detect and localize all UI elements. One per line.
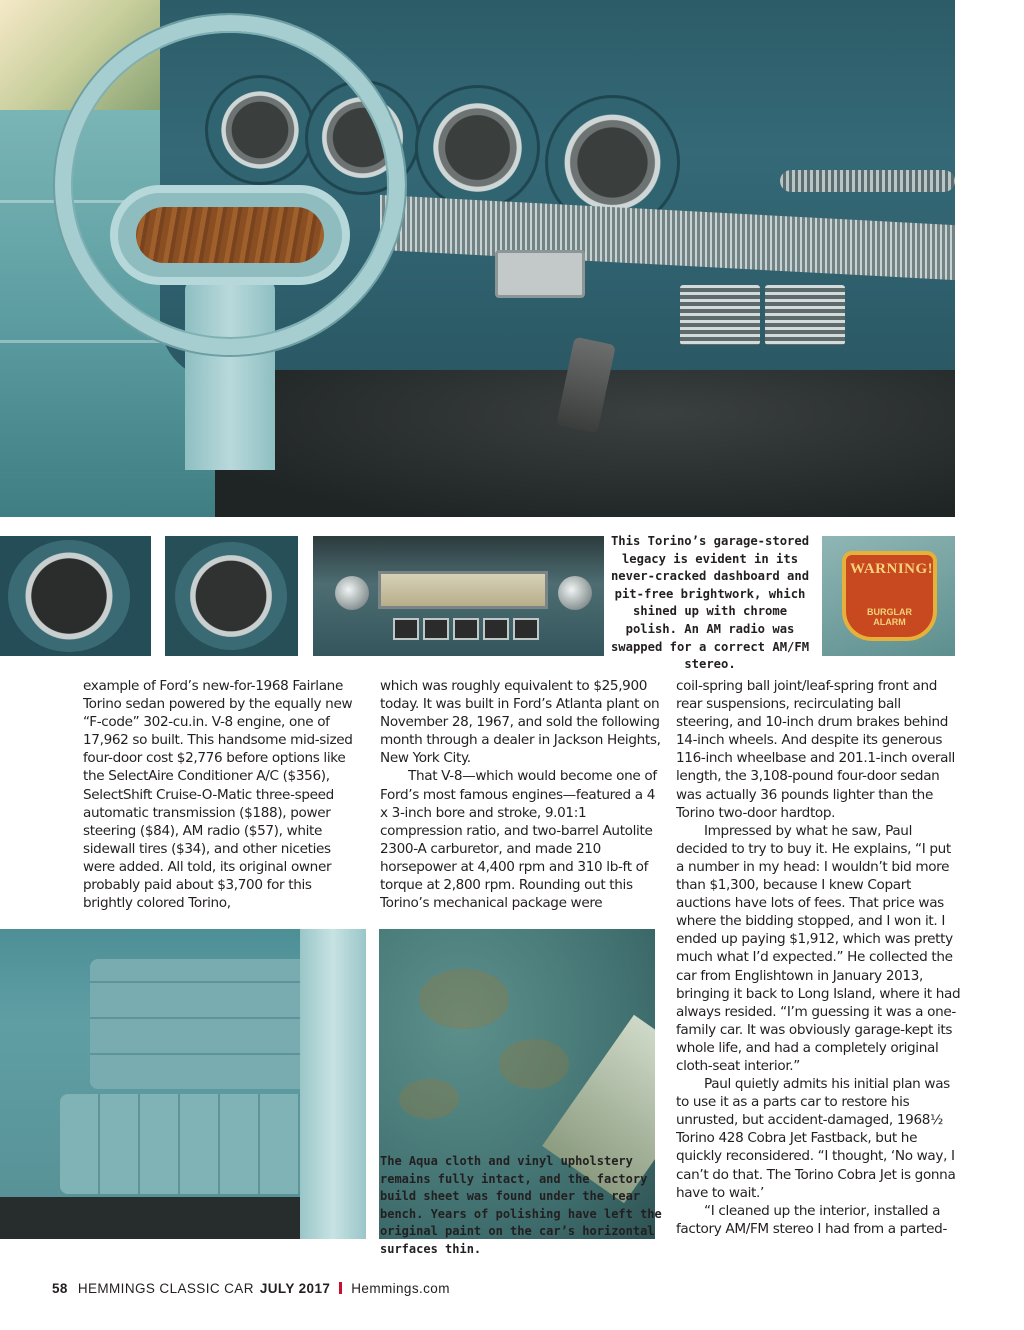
clock-photo — [165, 536, 298, 656]
dashboard-photo — [0, 0, 955, 517]
article-column-3 — [676, 677, 961, 1238]
paragraph: which was roughly equivalent to $25,900 today. It was built in Ford’s Atlanta plant on November 28, 1967, and sold the following month through a dealer in Jackson Heights, New York City. — [380, 678, 661, 767]
paragraph: “I cleaned up the interior, installed a factory AM/FM stereo I had from a parted- — [676, 1202, 947, 1237]
article-column-1 — [83, 677, 361, 912]
paragraph: That V-8—which would become one of Ford’s most famous engines—featured a 4 x 3-inch bore and stroke, 9.01:1 compression ratio, and two-barrel Autolite 2300-A carburetor, and made 210 horsepower at 4,400 rpm and 310 lb-ft of torque at 2,800 rpm. Rounding out this Torino’s mechanical package were — [380, 768, 657, 912]
paragraph: example of Ford’s new-for-1968 Fairlane Torino sedan powered by the equally new “F-code” 302-cu.in. V-8 engine, one of 17,962 so built. This handsome mid-sized four-door cost $2,776 before options like the SelectAire Conditioner A/C ($356), SelectShift Cruise-O-Matic three-speed automatic transmission ($188), power steering ($84), AM radio ($57), white sidewall tires ($34), and other niceties were added. All told, its original owner probably paid about $3,700 for this brightly colored Torino, — [83, 678, 353, 912]
radio-photo — [313, 536, 604, 656]
page-number: 58 — [52, 1280, 68, 1296]
dashboard-caption: This Torino’s garage-stored legacy is evident in its never-cracked dashboard and pit-free brightwork, which shined up with chrome polish. An AM radio was swapped for a correct AM/FM stereo. — [610, 534, 810, 672]
footer-divider — [339, 1282, 342, 1294]
decal-warning-text: WARNING! — [850, 561, 934, 577]
article-column-2 — [380, 677, 663, 912]
paragraph: coil-spring ball joint/leaf-spring front and rear suspensions, recirculating ball steering, and 10-inch drum brakes behind 14-inch wheels. And despite its generous 116-inch wheelbase and 201.1-inch overall length, the 3,108-pound four-door sedan was actually 36 pounds lighter than the Torino two-door hardtop. — [676, 678, 955, 821]
decal-alarm-text: BURGLAR ALARM — [867, 607, 912, 627]
issue-date: JULY 2017 — [259, 1280, 331, 1296]
publication-name: HEMMINGS CLASSIC CAR — [77, 1280, 254, 1296]
speedometer-photo — [0, 536, 151, 656]
burglar-alarm-decal-photo — [822, 536, 955, 656]
upholstery-caption: The Aqua cloth and vinyl upholstery remains fully intact, and the factory build sheet was found under the rear bench. Years of polishing have left the original paint on the car’s horizontal surfaces thin. — [380, 1154, 662, 1256]
warning-decal — [842, 551, 937, 641]
rear-seat-photo — [0, 929, 366, 1239]
website-link[interactable]: Hemmings.com — [351, 1280, 450, 1296]
paragraph: Impressed by what he saw, Paul decided to try to buy it. He explains, “I put a number in my head: I wouldn’t bid more than $1,300, because I knew Copart auctions have lots of fees. That price was where the bidding stopped, and I won it. I ended up paying $1,912, which was pretty much what I’d expected.” He collected the car from Englishtown in January 2013, bringing it back to Long Island, where it had always resided. “I’m guessing it was a one-family car. It was obviously garage-kept its whole life, and had a completely original cloth-seat interior.” — [676, 822, 961, 1074]
page-footer — [52, 1278, 450, 1298]
paragraph: Paul quietly admits his initial plan was to use it as a parts car to restore his unrusted, but accident-damaged, 1968½ Torino 428 Cobra Jet Fastback, but he quickly reconsidered. “I thought, ‘No way, I can’t do that. The Torino Cobra Jet is gonna have to wait.’ — [676, 1076, 956, 1201]
